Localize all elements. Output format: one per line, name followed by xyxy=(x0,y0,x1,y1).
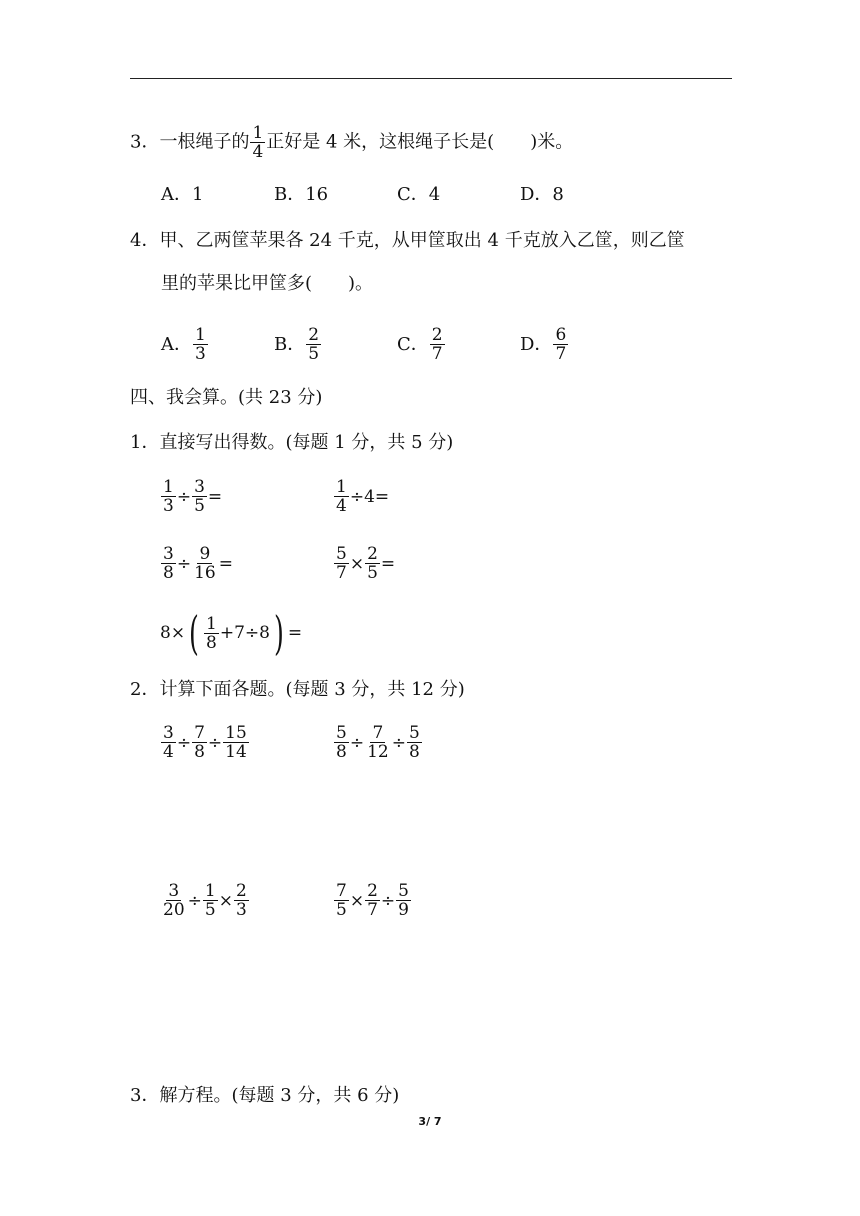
expression: $\frac{3}{4}$ ÷ $\frac{7}{8}$ ÷ $\frac{15}{14}$ xyxy=(163,723,247,762)
fraction: $\frac{2}{5}$ xyxy=(308,325,320,364)
fraction: $\frac{1}{4}$ xyxy=(252,123,264,162)
expression: $\frac{5}{7}$ × $\frac{2}{5}$ = xyxy=(336,544,396,583)
option-a[interactable]: A． $\frac{1}{3}$ xyxy=(161,325,206,364)
fraction: $\frac{6}{7}$ xyxy=(555,325,567,364)
option-d[interactable]: D．8 xyxy=(520,184,564,205)
question-3 xyxy=(130,124,573,161)
subsection-2-title: 2．计算下面各题。(每题 3 分，共 12 分) xyxy=(130,679,465,700)
question-text: 一根绳子的 xyxy=(159,131,250,153)
expression: $\frac{1}{4}$ ÷4= xyxy=(336,477,390,516)
expression: $\frac{7}{5}$ × $\frac{2}{7}$ ÷ $\frac{5}{9}$ xyxy=(336,881,409,920)
subsection-3-title: 3．解方程。(每题 3 分，共 6 分) xyxy=(130,1085,400,1106)
fraction: $\frac{2}{7}$ xyxy=(431,325,443,364)
section-title: 四、我会算。(共 23 分) xyxy=(130,387,323,408)
question-number: 3． xyxy=(130,131,160,153)
option-a[interactable]: A．1 xyxy=(161,184,204,205)
fraction: $\frac{1}{3}$ xyxy=(195,325,206,364)
expression: $\frac{5}{8}$ ÷ $\frac{7}{12}$ ÷ $\frac{5}{8}$ xyxy=(336,723,420,762)
expression: 8× ( $\frac{1}{8}$ +7÷8 ) = xyxy=(160,606,303,660)
option-c[interactable]: C．4 xyxy=(397,184,441,205)
question-text: 正好是 4 米，这根绳子长是( xyxy=(266,131,495,153)
header-rule xyxy=(130,78,732,79)
question-4-line1: 4．甲、乙两筐苹果各 24 千克，从甲筐取出 4 千克放入乙筐，则乙筐 xyxy=(130,230,685,251)
page-number: 3/ 7 xyxy=(418,1115,442,1128)
option-c[interactable]: C． $\frac{2}{7}$ xyxy=(397,325,443,364)
expression: $\frac{3}{8}$ ÷ $\frac{9}{16}$ = xyxy=(163,544,233,583)
question-text: )米。 xyxy=(530,131,574,153)
option-b[interactable]: B． $\frac{2}{5}$ xyxy=(274,325,320,364)
expression: $\frac{1}{3}$ ÷ $\frac{3}{5}$ = xyxy=(163,477,223,516)
subsection-1-title: 1．直接写出得数。(每题 1 分，共 5 分) xyxy=(130,432,454,453)
answer-blank[interactable] xyxy=(494,129,530,157)
option-d[interactable]: D． $\frac{6}{7}$ xyxy=(520,325,567,364)
question-4-line2: 里的苹果比甲筐多( )。 xyxy=(161,273,374,294)
expression: $\frac{3}{20}$ ÷ $\frac{1}{5}$ × $\frac{2}{3}$ xyxy=(163,881,247,920)
option-b[interactable]: B．16 xyxy=(274,184,329,205)
